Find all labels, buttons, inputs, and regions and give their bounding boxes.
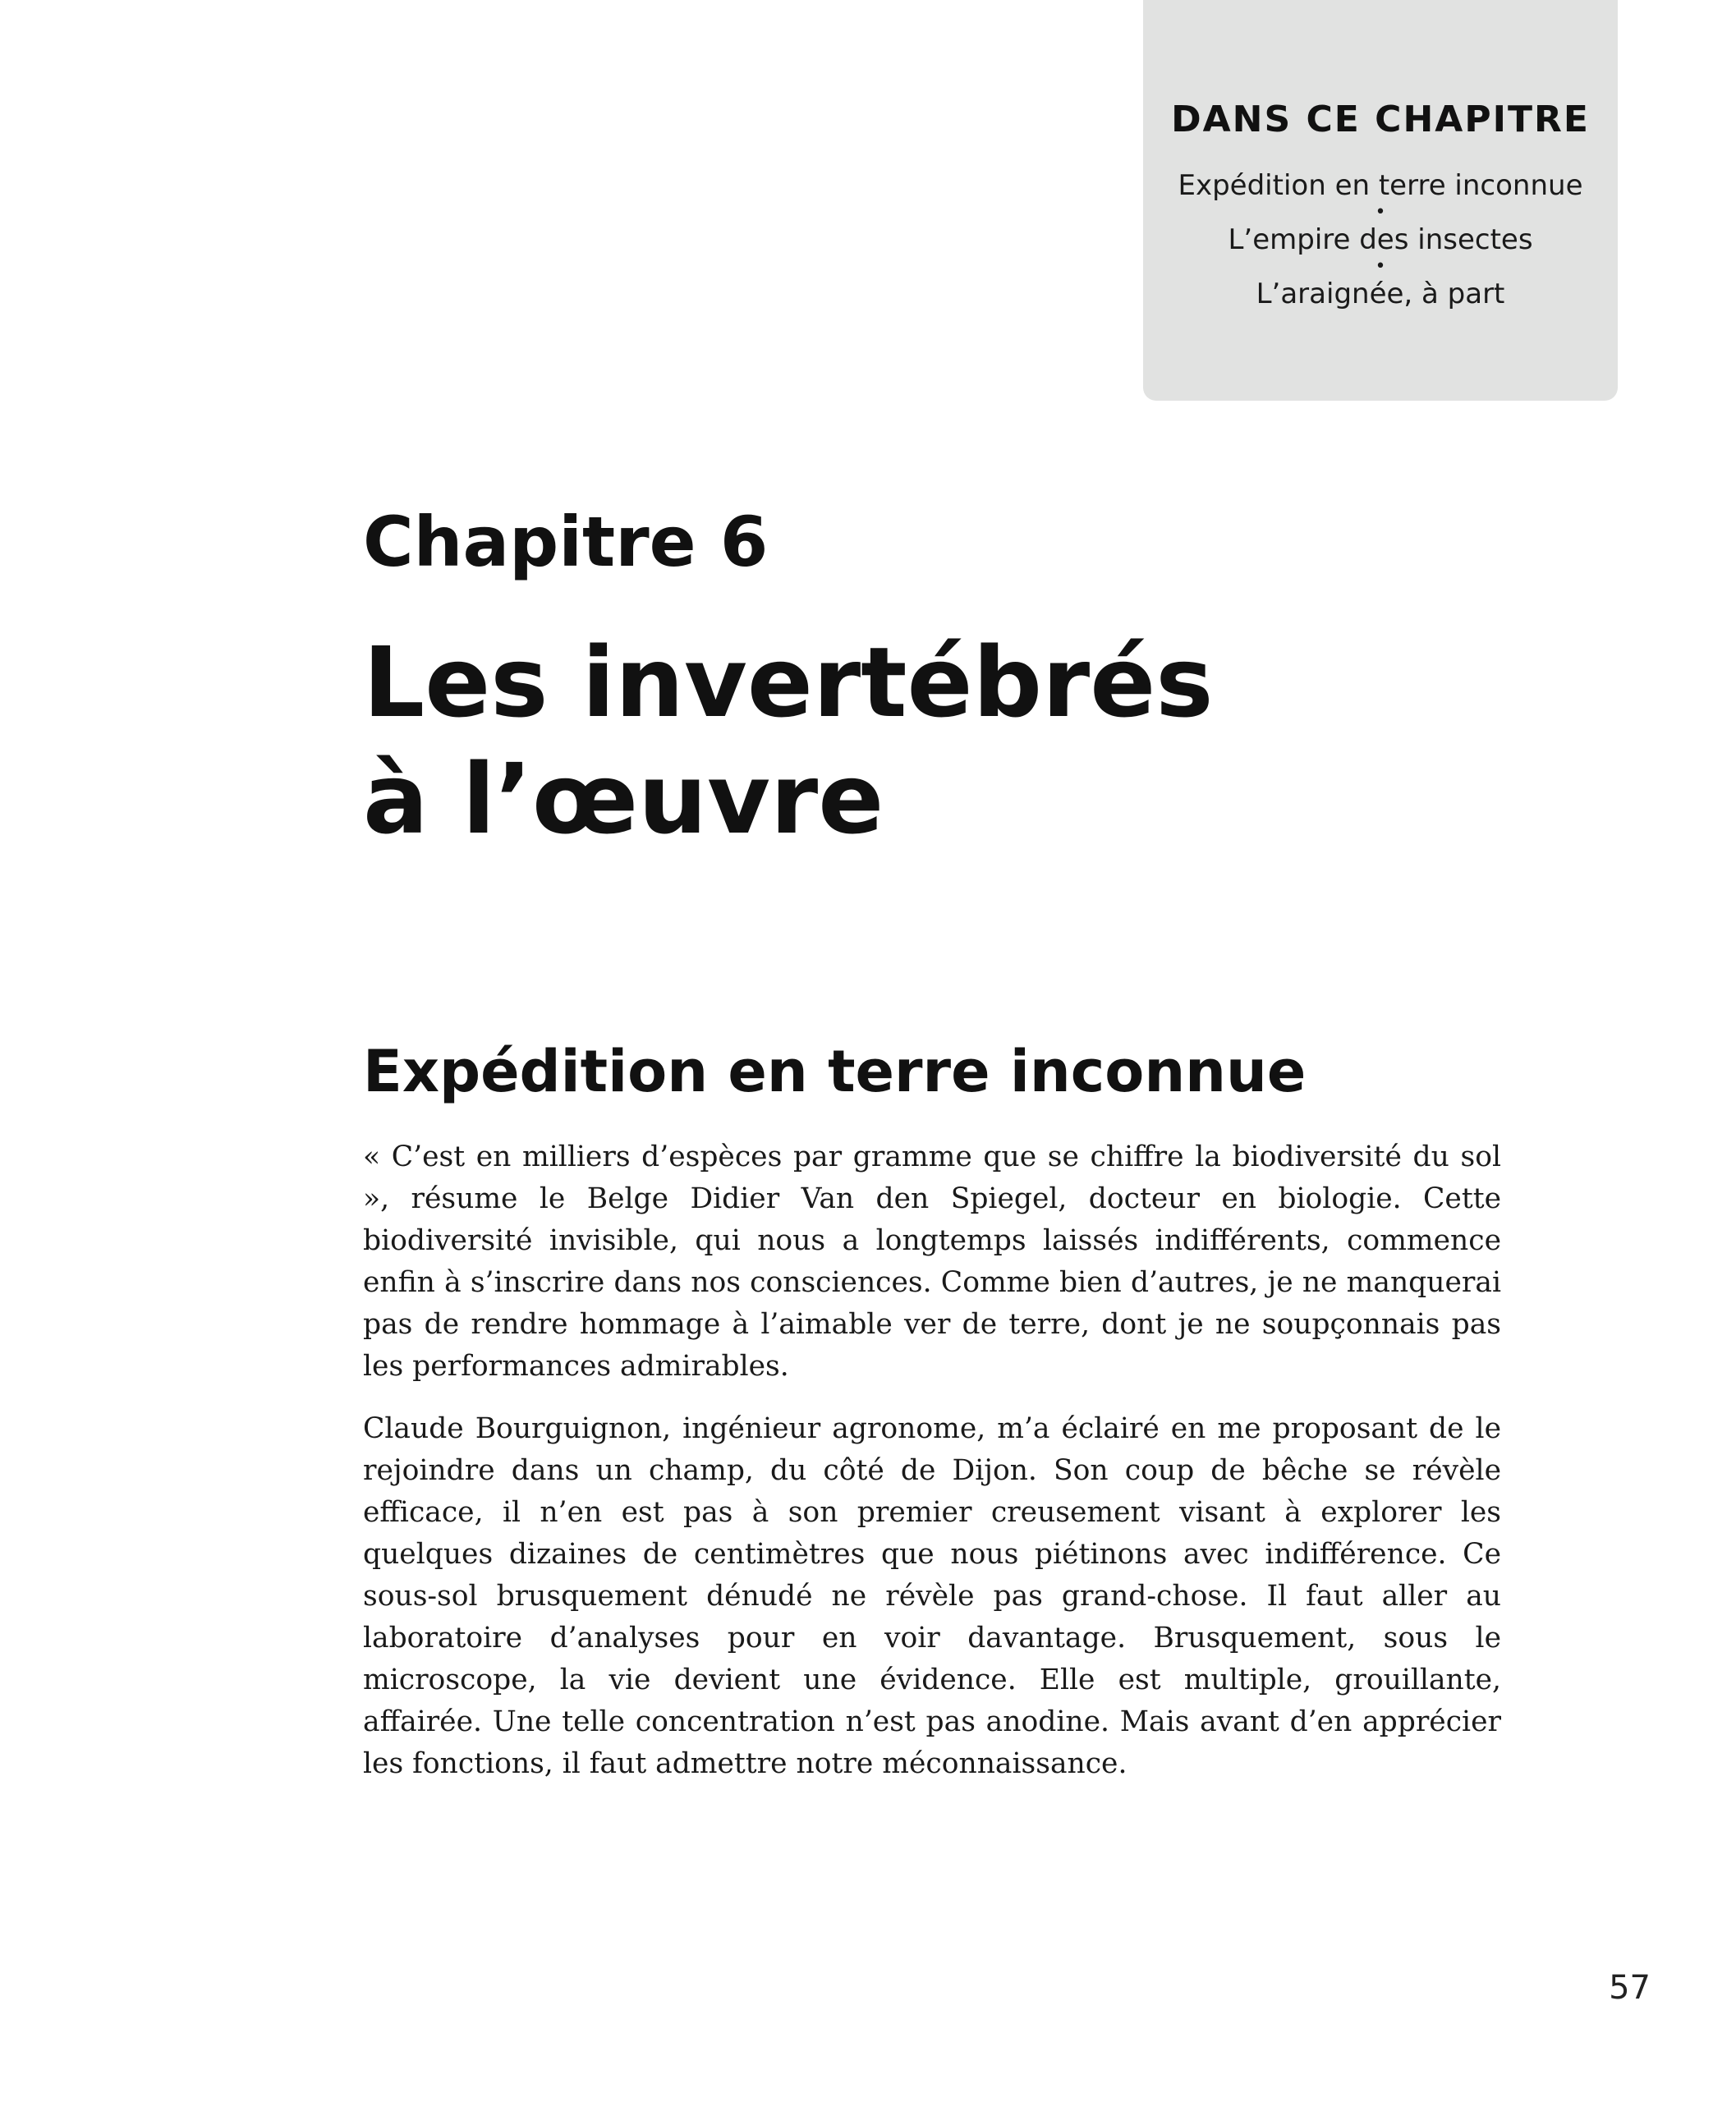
section-heading: Expédition en terre inconnue: [363, 1038, 1307, 1105]
body-text: [363, 1136, 1501, 1806]
contents-item: L’araignée, à part: [1256, 278, 1505, 310]
chapter-contents-box: [1143, 0, 1618, 401]
contents-list: [1143, 167, 1618, 313]
paragraph: « C’est en milliers d’espèces par gramme que se chiffre la biodiversité du sol », résume le Belge Didier Van den Spiegel, docteur en biologie. Cette biodiversité invisible, qui nous a longtemps laissés indifférents, commence enfin à s’inscrire dans nos consciences. Comme bien d’autres, je ne manquerai pas de rendre hommage à l’aimable ver de terre, dont je ne soupçonnais pas les performances admirables.: [363, 1140, 1501, 1383]
chapter-number: Chapitre 6: [363, 502, 769, 582]
bullet-separator: •: [1375, 256, 1386, 277]
bullet-separator: •: [1375, 202, 1386, 223]
chapter-title-line-1: Les invertébrés: [363, 626, 1214, 739]
contents-item: L’empire des insectes: [1228, 223, 1533, 256]
chapter-title-line-2: à l’œuvre: [363, 742, 884, 856]
contents-item: Expédition en terre inconnue: [1178, 169, 1583, 202]
page-number: 57: [1609, 1969, 1651, 2007]
chapter-title: [363, 624, 1431, 857]
contents-box-title: DANS CE CHAPITRE: [1171, 99, 1590, 140]
paragraph: Claude Bourguignon, ingénieur agronome, m’a éclairé en me proposant de le rejoindre dans un champ, du côté de Dijon. Son coup de bêche se révèle efficace, il n’en est pas à son premier creusement visant à explorer les quelques dizaines de centimètres que nous piétinons avec indifférence. Ce sous-sol brusquement dénudé ne révèle pas grand-chose. Il faut aller au laboratoire d’analyses pour en voir davantage. Brusquement, sous le microscope, la vie devient une évidence. Elle est multiple, grouillante, affairée. Une telle concentration n’est pas anodine. Mais avant d’en apprécier les fonctions, il faut admettre notre méconnaissance.: [363, 1412, 1501, 1780]
